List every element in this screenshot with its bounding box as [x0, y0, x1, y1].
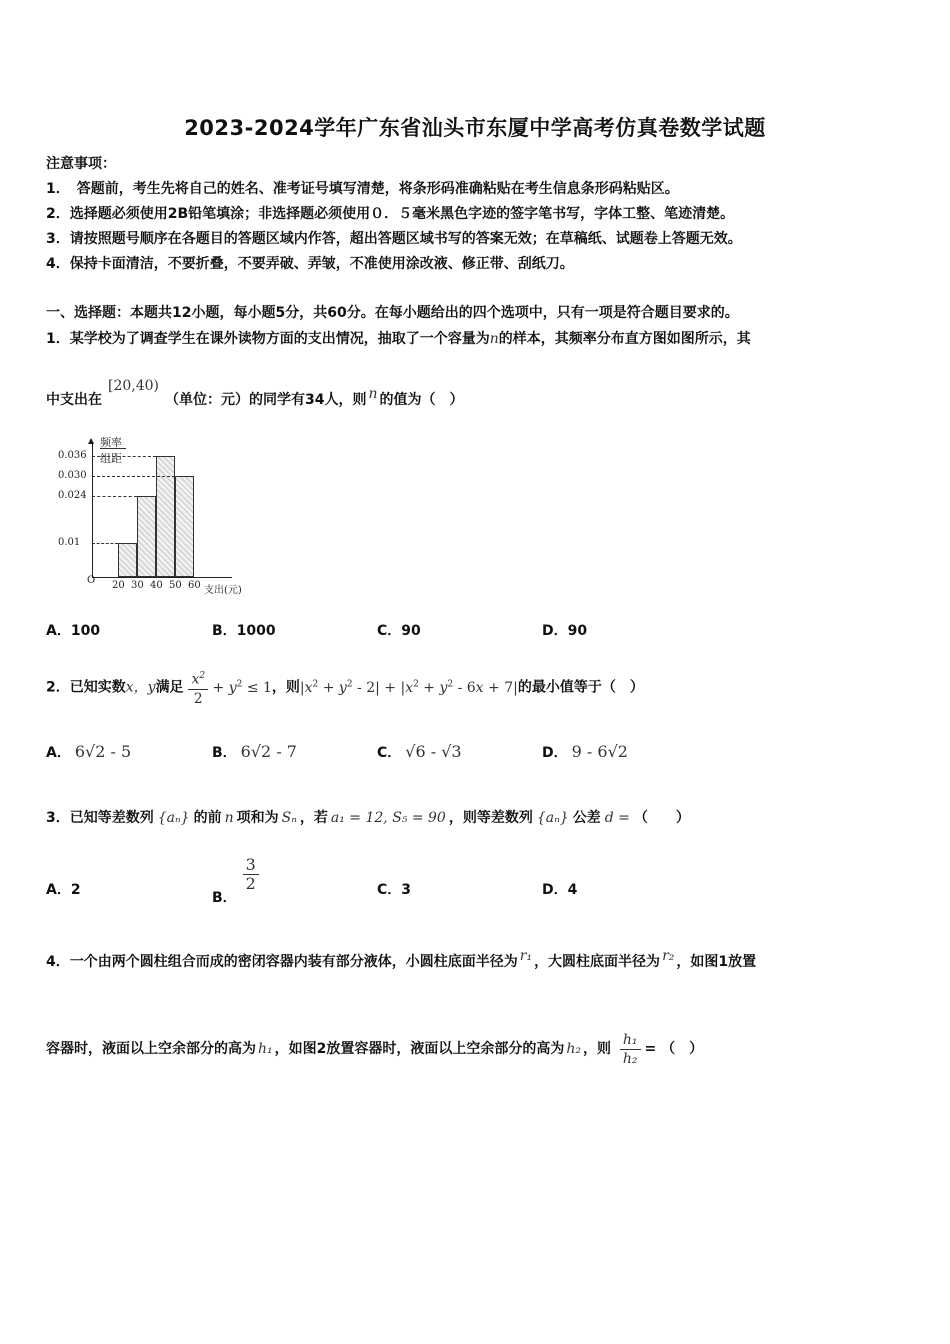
q3-option-d: D．4 [542, 882, 578, 898]
option-expr: 6√2 - 5 [74, 742, 132, 761]
q1-interval: [20,40) [108, 378, 160, 394]
q1-option-b: B．1000 [212, 623, 276, 639]
q3-sn: Sₙ [281, 810, 297, 826]
q3-option-b [212, 855, 259, 906]
q3-seq: {aₙ} [536, 810, 569, 826]
q4-r2: r₂ [662, 948, 675, 964]
q3-text: （ ） [633, 810, 690, 826]
q2-text: 满足 [155, 679, 184, 696]
fraction-numerator: 3 [243, 856, 259, 875]
q1-line1 [46, 328, 751, 348]
q2-text: 的最小值等于（ ） [517, 679, 644, 696]
chart-ylabel-bottom: 组距 [100, 452, 122, 465]
q2-condition-fraction: $\frac{x^2}{2}$ [188, 667, 208, 708]
q1-text: 1．某学校为了调查学生在课外读物方面的支出情况，抽取了一个容量为 [46, 331, 490, 347]
q1-text: 的样本，其频率分布直方图如图所示，其 [498, 331, 751, 347]
chart-gridline [92, 496, 137, 497]
q3-d: d = [604, 810, 630, 826]
q4-text: 容器时，液面以上空余部分的高为 [46, 1041, 256, 1057]
q2-option-c [377, 742, 462, 762]
q1-option-c: C．90 [377, 623, 421, 639]
option-label: D． [542, 745, 568, 761]
chart-x-axis [92, 577, 232, 578]
chart-x-tick-label: 40 [150, 580, 163, 591]
chart-ylabel-top: 频率 [100, 436, 122, 449]
q4-r1: r₁ [519, 948, 533, 964]
q3-text: ，则等差数列 [448, 810, 533, 826]
q2-option-b [212, 742, 297, 762]
q2-text: ，则 [271, 679, 300, 696]
page-title: 2023-2024学年广东省汕头市东厦中学高考仿真卷数学试题 [184, 116, 766, 140]
histogram-bar [175, 476, 194, 577]
option-expr: 9 - 6√2 [571, 742, 628, 761]
q1-text: 中支出在 [46, 392, 102, 408]
histogram-bar [156, 456, 175, 578]
q2-condition-rest: + $y^2 \le 1$ [208, 679, 272, 696]
option-expr: 6√2 - 7 [240, 742, 297, 761]
chart-x-tick-label: 20 [112, 580, 125, 591]
histogram-bar [118, 543, 137, 577]
option-fraction [243, 856, 259, 893]
chart-x-tick-label: 60 [188, 580, 201, 591]
chart-gridline [92, 543, 118, 544]
q1-line2 [46, 378, 464, 409]
histogram-bar [137, 496, 156, 577]
q3-option-c: C．3 [377, 882, 412, 898]
chart-origin: O [87, 575, 96, 586]
q3-stem [46, 807, 690, 827]
notice-heading: 注意事项： [46, 156, 116, 172]
q4-ratio-fraction [620, 1031, 641, 1068]
q4-text: ，则 [583, 1041, 612, 1057]
chart-y-tick-label: 0.024 [58, 490, 87, 501]
q4-h1: h₁ [258, 1041, 273, 1057]
chart-xlabel: 支出(元) [204, 585, 242, 596]
q3-text: 公差 [572, 810, 601, 826]
chart-x-tick-label: 30 [131, 580, 144, 591]
option-label: C． [377, 745, 402, 761]
q1-option-a: A．100 [46, 623, 101, 639]
q2-vars: x，y [125, 679, 156, 696]
q1-option-d: D．90 [542, 623, 588, 639]
q4-h2: h₂ [566, 1041, 582, 1057]
option-label: B． [212, 889, 237, 906]
q3-n: n [224, 810, 234, 826]
q3-text: 的前 [193, 810, 222, 826]
q3-text: ，若 [299, 810, 328, 826]
chart-x-tick-label: 50 [169, 580, 182, 591]
q2-stem [46, 662, 644, 710]
chart-y-arrow-icon: ▲ [88, 436, 95, 445]
q4-text: = （ ） [644, 1041, 704, 1057]
fraction-denominator: h₂ [622, 1050, 638, 1067]
option-label: B． [212, 745, 237, 761]
q3-option-a: A．2 [46, 882, 81, 898]
option-expr: √6 - √3 [405, 742, 462, 761]
option-label: A． [46, 745, 71, 761]
q1-text: 的值为（ ） [379, 392, 464, 408]
notice-item: 3．请按照题号顺序在各题目的答题区域内作答，超出答题区域书写的答案无效；在草稿纸、试题卷上答题无效。 [46, 231, 742, 247]
chart-gridline [92, 456, 156, 457]
q2-expression: $|x^2 + y^2 - 2| + |x^2 + y^2 - 6x + 7|$ [299, 679, 518, 696]
chart-plot-area [58, 442, 232, 591]
section-heading: 一、选择题：本题共12小题，每小题5分，共60分。在每小题给出的四个选项中，只有一项是符合题目要求的。 [46, 305, 739, 321]
q3-seq: {aₙ} [157, 810, 190, 826]
chart-y-tick-label: 0.01 [58, 537, 81, 549]
q4-line2 [46, 1024, 703, 1074]
q3-text: 3．已知等差数列 [46, 810, 154, 826]
notice-item: 4．保持卡面清洁，不要折叠，不要弄破、弄皱，不准使用涂改液、修正带、刮纸刀。 [46, 256, 574, 272]
fraction-denominator: 2 [245, 874, 256, 893]
q4-line1 [46, 948, 757, 971]
histogram-chart [56, 432, 256, 597]
chart-y-tick-label: 0.036 [58, 449, 87, 461]
q2-option-d [542, 742, 628, 762]
chart-gridline [92, 476, 175, 477]
q1-n: n [368, 386, 378, 402]
q2-option-a [46, 742, 131, 762]
q4-text: 4．一个由两个圆柱组合而成的密闭容器内装有部分液体，小圆柱底面半径为 [46, 954, 518, 970]
q1-n: n [489, 331, 499, 347]
chart-y-tick-label: 0.030 [58, 469, 87, 481]
notice-item: 2．选择题必须使用2B铅笔填涂；非选择题必须使用０．５毫米黑色字迹的签字笔书写，字体工整、笔迹清楚。 [46, 206, 735, 222]
notice-item: 1． 答题前，考生先将自己的姓名、准考证号填写清楚，将条形码准确粘贴在考生信息条形码粘贴区。 [46, 181, 679, 197]
q1-text: （单位：元）的同学有34人，则 [165, 392, 367, 408]
q4-text: ，如图1放置 [676, 954, 757, 970]
q4-text: ，如图2放置容器时，液面以上空余部分的高为 [274, 1041, 565, 1057]
fraction-numerator: h₁ [620, 1031, 641, 1050]
q3-condition: a₁ = 12, S₅ = 90 [330, 810, 446, 826]
q3-text: 项和为 [236, 810, 279, 826]
q4-text: ，大圆柱底面半径为 [534, 954, 661, 970]
q2-text: 2．已知实数 [46, 679, 126, 696]
